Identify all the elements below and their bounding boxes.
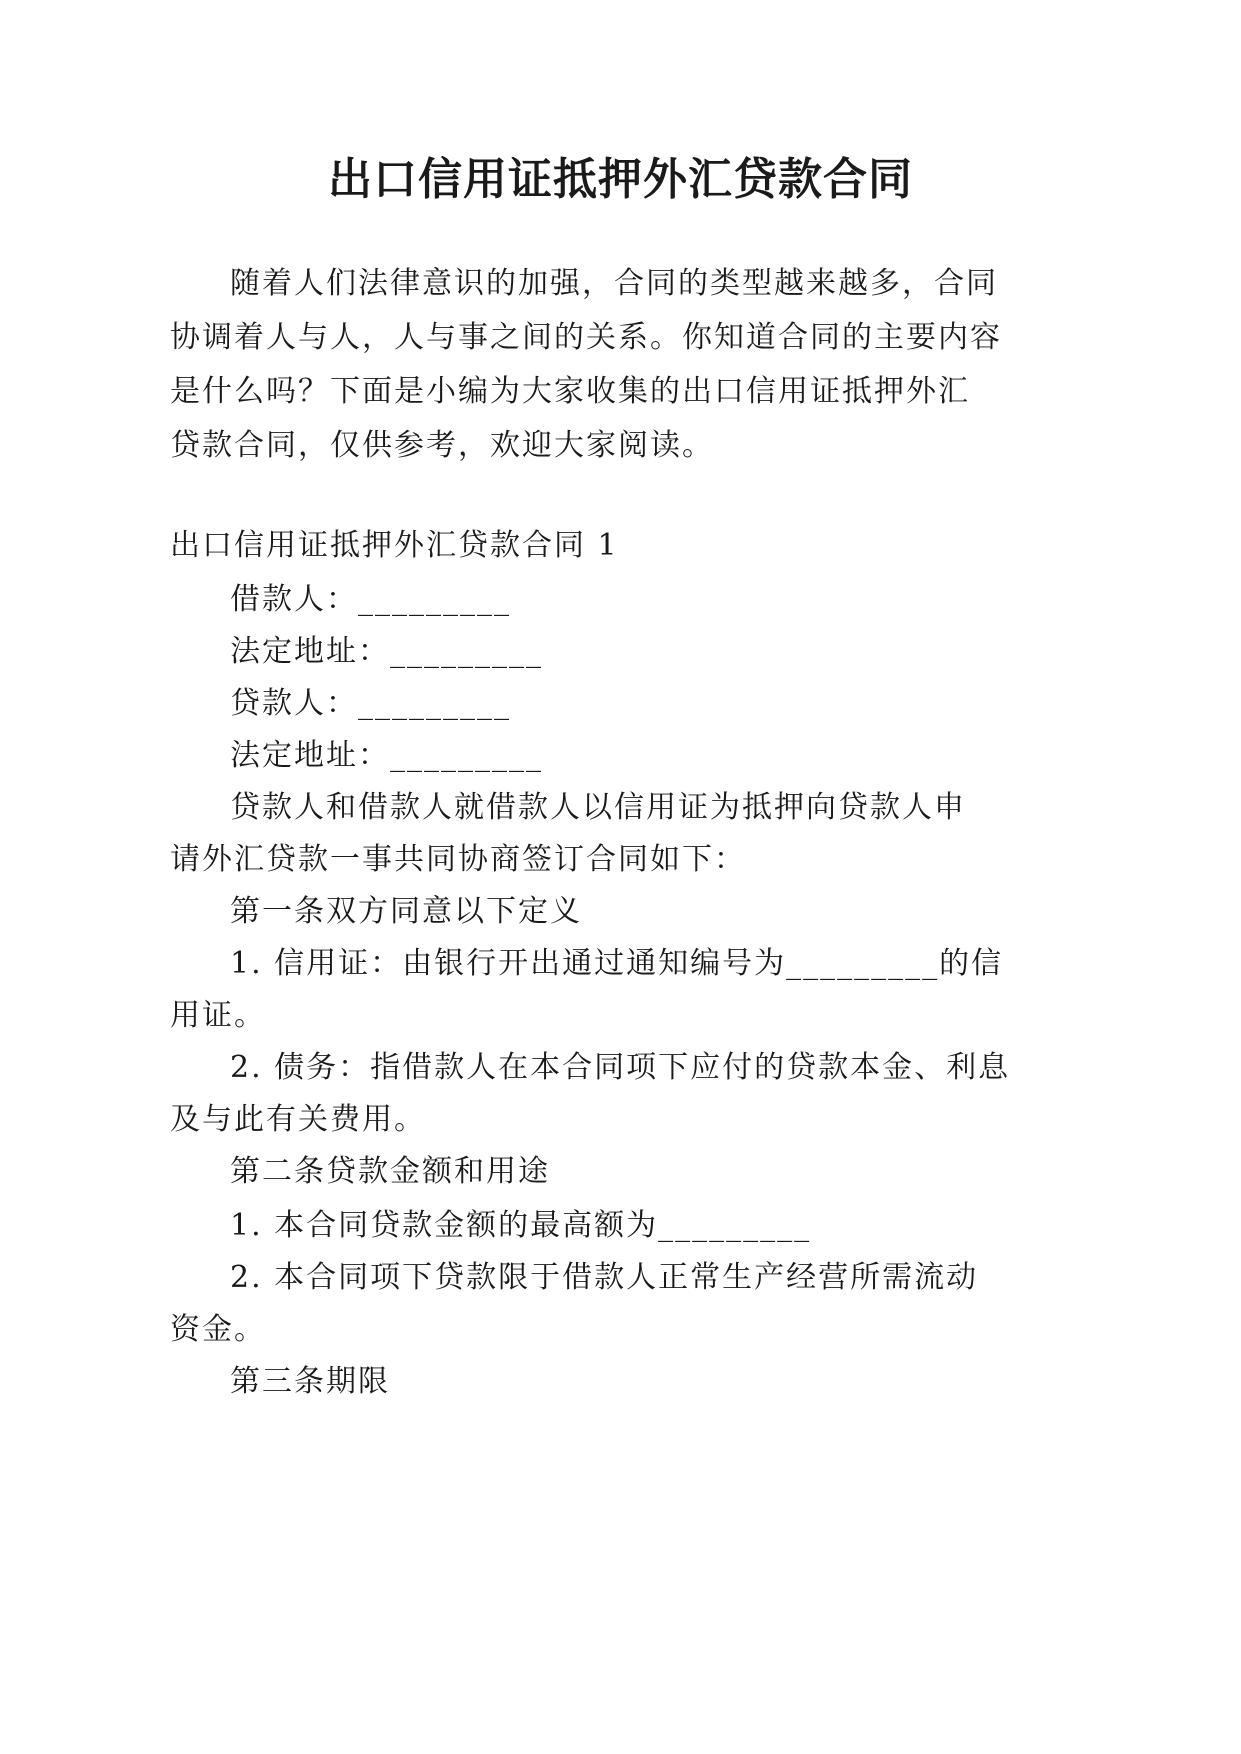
- article-1-item-2-line-1: 2. 债务：指借款人在本合同项下应付的贷款本金、利息: [230, 1050, 1011, 1085]
- article-1-item-1-line-1: 1. 信用证：由银行开出通过通知编号为_________的信: [230, 946, 1004, 981]
- article-3-heading: 第三条期限: [230, 1364, 390, 1399]
- article-2-item-2-line-1: 2. 本合同项下贷款限于借款人正常生产经营所需流动: [230, 1260, 979, 1295]
- intro-line-1: 随着人们法律意识的加强，合同的类型越来越多，合同: [230, 266, 998, 301]
- article-2-item-1: 1. 本合同贷款金额的最高额为_________: [230, 1208, 812, 1243]
- article-1-item-2-line-2: 及与此有关费用。: [170, 1102, 426, 1137]
- article-1-item-1-line-2: 用证。: [170, 998, 266, 1033]
- lender-line: 贷款人：_________: [230, 686, 511, 721]
- article-2-heading: 第二条贷款金额和用途: [230, 1154, 550, 1189]
- article-1-heading: 第一条双方同意以下定义: [230, 894, 582, 929]
- intro-line-2: 协调着人与人，人与事之间的关系。你知道合同的主要内容: [170, 320, 1002, 355]
- document-title: 出口信用证抵押外汇贷款合同: [328, 154, 913, 205]
- preamble-line-1: 贷款人和借款人就借款人以信用证为抵押向贷款人申: [230, 790, 966, 825]
- preamble-line-2: 请外汇贷款一事共同协商签订合同如下：: [170, 842, 746, 877]
- article-2-item-2-line-2: 资金。: [170, 1312, 266, 1347]
- borrower-address-line: 法定地址：_________: [230, 634, 543, 669]
- borrower-line: 借款人：_________: [230, 582, 511, 617]
- intro-line-4: 贷款合同，仅供参考，欢迎大家阅读。: [170, 428, 714, 463]
- lender-address-line: 法定地址：_________: [230, 738, 543, 773]
- section-heading: 出口信用证抵押外汇贷款合同 1: [170, 528, 619, 563]
- intro-line-3: 是什么吗？下面是小编为大家收集的出口信用证抵押外汇: [170, 374, 970, 409]
